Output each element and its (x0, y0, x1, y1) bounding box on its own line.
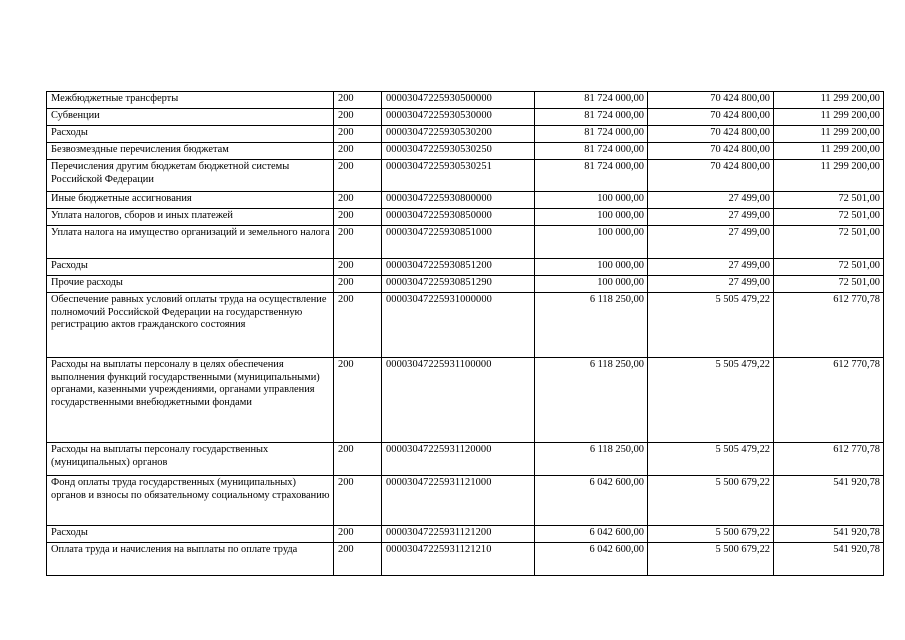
unexecuted-amount: 612 770,78 (774, 358, 884, 443)
table-row (47, 126, 884, 143)
budget-classification-code: 00003047225930530251 (382, 160, 535, 192)
unexecuted-amount: 541 920,78 (774, 526, 884, 543)
unexecuted-amount: 11 299 200,00 (774, 109, 884, 126)
budget-classification-code: 00003047225931121000 (382, 476, 535, 526)
unexecuted-amount: 541 920,78 (774, 543, 884, 576)
executed-amount: 27 499,00 (648, 209, 774, 226)
approved-amount: 6 118 250,00 (535, 293, 648, 358)
item-name: Уплата налога на имущество организаций и земельного налога (47, 226, 334, 259)
line-code: 200 (334, 143, 382, 160)
approved-amount: 100 000,00 (535, 226, 648, 259)
budget-classification-code: 00003047225930851000 (382, 226, 535, 259)
table-row (47, 109, 884, 126)
budget-classification-code: 00003047225931000000 (382, 293, 535, 358)
executed-amount: 5 500 679,22 (648, 543, 774, 576)
unexecuted-amount: 72 501,00 (774, 276, 884, 293)
line-code: 200 (334, 293, 382, 358)
line-code: 200 (334, 226, 382, 259)
item-name: Уплата налогов, сборов и иных платежей (47, 209, 334, 226)
unexecuted-amount: 612 770,78 (774, 443, 884, 476)
budget-classification-code: 00003047225931120000 (382, 443, 535, 476)
line-code: 200 (334, 92, 382, 109)
table-row (47, 226, 884, 259)
budget-classification-code: 00003047225930851290 (382, 276, 535, 293)
item-name: Фонд оплаты труда государственных (муниципальных) органов и взносы по обязательному социальному страхованию (47, 476, 334, 526)
executed-amount: 70 424 800,00 (648, 126, 774, 143)
table-row (47, 276, 884, 293)
executed-amount: 70 424 800,00 (648, 143, 774, 160)
approved-amount: 100 000,00 (535, 259, 648, 276)
budget-classification-code: 00003047225930500000 (382, 92, 535, 109)
item-name: Иные бюджетные ассигнования (47, 192, 334, 209)
line-code: 200 (334, 259, 382, 276)
approved-amount: 6 042 600,00 (535, 543, 648, 576)
item-name: Обеспечение равных условий оплаты труда на осуществление полномочий Российской Федерации на государственную регистрацию актов гражданского состояния (47, 293, 334, 358)
approved-amount: 6 118 250,00 (535, 358, 648, 443)
unexecuted-amount: 72 501,00 (774, 209, 884, 226)
executed-amount: 5 500 679,22 (648, 476, 774, 526)
table-row (47, 293, 884, 358)
table-row (47, 259, 884, 276)
unexecuted-amount: 11 299 200,00 (774, 143, 884, 160)
item-name: Перечисления другим бюджетам бюджетной системы Российской Федерации (47, 160, 334, 192)
unexecuted-amount: 541 920,78 (774, 476, 884, 526)
unexecuted-amount: 11 299 200,00 (774, 160, 884, 192)
executed-amount: 70 424 800,00 (648, 109, 774, 126)
executed-amount: 27 499,00 (648, 226, 774, 259)
table-body (47, 92, 884, 576)
table-row (47, 526, 884, 543)
line-code: 200 (334, 476, 382, 526)
budget-classification-code: 00003047225930850000 (382, 209, 535, 226)
budget-classification-code: 00003047225930851200 (382, 259, 535, 276)
table-row (47, 192, 884, 209)
executed-amount: 27 499,00 (648, 276, 774, 293)
approved-amount: 100 000,00 (535, 276, 648, 293)
unexecuted-amount: 72 501,00 (774, 192, 884, 209)
executed-amount: 5 505 479,22 (648, 293, 774, 358)
budget-classification-code: 00003047225930530200 (382, 126, 535, 143)
line-code: 200 (334, 209, 382, 226)
budget-classification-code: 00003047225931100000 (382, 358, 535, 443)
line-code: 200 (334, 443, 382, 476)
line-code: 200 (334, 543, 382, 576)
approved-amount: 100 000,00 (535, 209, 648, 226)
table-row (47, 358, 884, 443)
table-row (47, 443, 884, 476)
table-row (47, 209, 884, 226)
line-code: 200 (334, 526, 382, 543)
unexecuted-amount: 72 501,00 (774, 259, 884, 276)
executed-amount: 27 499,00 (648, 259, 774, 276)
executed-amount: 70 424 800,00 (648, 92, 774, 109)
item-name: Расходы (47, 126, 334, 143)
line-code: 200 (334, 358, 382, 443)
executed-amount: 70 424 800,00 (648, 160, 774, 192)
unexecuted-amount: 11 299 200,00 (774, 92, 884, 109)
approved-amount: 81 724 000,00 (535, 160, 648, 192)
executed-amount: 5 500 679,22 (648, 526, 774, 543)
table-row (47, 543, 884, 576)
line-code: 200 (334, 276, 382, 293)
table-row (47, 160, 884, 192)
item-name: Межбюджетные трансферты (47, 92, 334, 109)
budget-document-page (46, 91, 884, 576)
unexecuted-amount: 612 770,78 (774, 293, 884, 358)
approved-amount: 81 724 000,00 (535, 109, 648, 126)
line-code: 200 (334, 126, 382, 143)
item-name: Оплата труда и начисления на выплаты по оплате труда (47, 543, 334, 576)
item-name: Прочие расходы (47, 276, 334, 293)
approved-amount: 6 042 600,00 (535, 526, 648, 543)
budget-classification-code: 00003047225930800000 (382, 192, 535, 209)
approved-amount: 81 724 000,00 (535, 92, 648, 109)
approved-amount: 81 724 000,00 (535, 143, 648, 160)
table-row (47, 476, 884, 526)
executed-amount: 5 505 479,22 (648, 358, 774, 443)
unexecuted-amount: 11 299 200,00 (774, 126, 884, 143)
budget-classification-code: 00003047225930530000 (382, 109, 535, 126)
table-row (47, 92, 884, 109)
budget-classification-code: 00003047225930530250 (382, 143, 535, 160)
item-name: Расходы (47, 259, 334, 276)
budget-classification-code: 00003047225931121200 (382, 526, 535, 543)
item-name: Расходы на выплаты персоналу государственных (муниципальных) органов (47, 443, 334, 476)
approved-amount: 100 000,00 (535, 192, 648, 209)
line-code: 200 (334, 109, 382, 126)
line-code: 200 (334, 160, 382, 192)
item-name: Субвенции (47, 109, 334, 126)
approved-amount: 6 042 600,00 (535, 476, 648, 526)
item-name: Расходы на выплаты персоналу в целях обеспечения выполнения функций государственными (муниципальными) органами, казенными учреждениями, органами управления государственными внебюджетными фондами (47, 358, 334, 443)
item-name: Расходы (47, 526, 334, 543)
approved-amount: 6 118 250,00 (535, 443, 648, 476)
table-row (47, 143, 884, 160)
budget-expenditure-table (46, 91, 884, 576)
line-code: 200 (334, 192, 382, 209)
item-name: Безвозмездные перечисления бюджетам (47, 143, 334, 160)
executed-amount: 5 505 479,22 (648, 443, 774, 476)
unexecuted-amount: 72 501,00 (774, 226, 884, 259)
budget-classification-code: 00003047225931121210 (382, 543, 535, 576)
executed-amount: 27 499,00 (648, 192, 774, 209)
approved-amount: 81 724 000,00 (535, 126, 648, 143)
